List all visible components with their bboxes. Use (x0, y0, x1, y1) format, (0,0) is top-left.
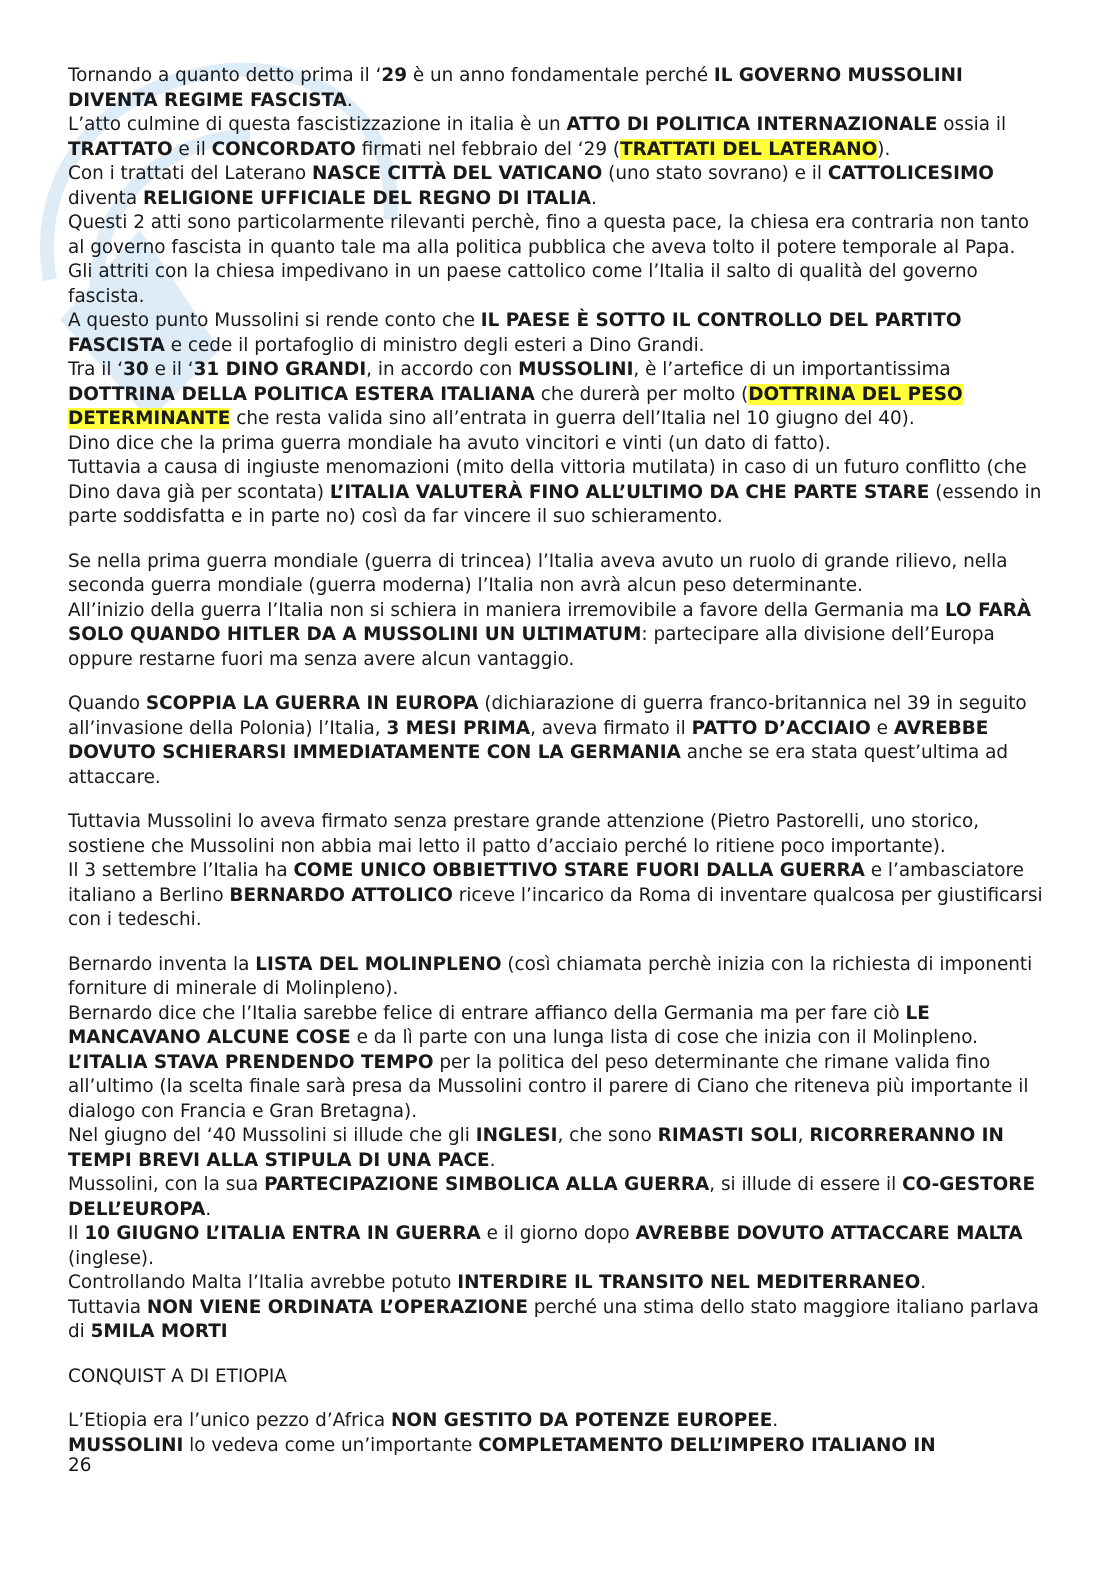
paragraph: Il 10 GIUGNO L’ITALIA ENTRA IN GUERRA e il giorno dopo AVREBBE DOVUTO ATTACCARE MALTA (inglese). (68, 1223, 1023, 1269)
paragraph: Il 3 settembre l’Italia ha COME UNICO OBBIETTIVO STARE FUORI DALLA GUERRA e l’ambasciatore italiano a Berlino BERNARDO ATTOLICO riceve l’incarico da Roma di inventare qualcosa per giustificarsi con i tedeschi. (68, 860, 1043, 930)
highlight: DOTTRINA DEL PESO DETERMINANTE (68, 383, 963, 429)
paragraph: Tra il ‘30 e il ‘31 DINO GRANDI, in accordo con MUSSOLINI, è l’artefice di un importantissima DOTTRINA DELLA POLITICA ESTERA ITALIANA che durerà per molto (DOTTRINA DEL PESO DETERMINANTE che resta valida sino all’entrata in guerra dell’Italia nel 10 giugno del 40). (68, 359, 963, 429)
paragraph: Mussolini, con la sua PARTECIPAZIONE SIMBOLICA ALLA GUERRA, si illude di essere il CO-GESTORE DELL’EUROPA. (68, 1174, 1036, 1220)
paragraph: A questo punto Mussolini si rende conto che IL PAESE È SOTTO IL CONTROLLO DEL PARTITO FASCISTA e cede il portafoglio di ministro degli esteri a Dino Grandi. (68, 310, 962, 356)
paragraph: MUSSOLINI lo vedeva come un’importante COMPLETAMENTO DELL’IMPERO ITALIANO IN (68, 1434, 936, 1456)
paragraph: Dino dice che la prima guerra mondiale ha avuto vincitori e vinti (un dato di fatto). (68, 432, 831, 454)
paragraph: Tuttavia Mussolini lo aveva firmato senza prestare grande attenzione (Pietro Pastorelli, uno storico, sostiene che Mussolini non abbia mai letto il patto d’acciaio perché lo ritiene poco importante). (68, 811, 980, 857)
page-number: 26 (68, 1455, 92, 1476)
paragraph: L’ITALIA STAVA PRENDENDO TEMPO per la politica del peso determinante che rimane valida fino all’ultimo (la scelta finale sarà presa da Mussolini contro il parere di Ciano che riteneva più importante il dialogo con Francia e Gran Bretagna). (68, 1051, 1029, 1122)
paragraph: Gli attriti con la chiesa impedivano in un paese cattolico come l’Italia il salto di qualità del governo fascista. (68, 261, 978, 307)
paragraph: Bernardo inventa la LISTA DEL MOLINPLENO (così chiamata perchè inizia con la richiesta di imponenti forniture di minerale di Molinpleno). (68, 953, 1033, 999)
paragraph: Nel giugno del ‘40 Mussolini si illude che gli INGLESI, che sono RIMASTI SOLI, RICORRERANNO IN TEMPI BREVI ALLA STIPULA DI UNA PACE. (68, 1125, 1004, 1171)
paragraph: Tuttavia NON VIENE ORDINATA L’OPERAZIONE perché una stima dello stato maggiore italiano parlava di 5MILA MORTI (68, 1296, 1039, 1342)
paragraph: All’inizio della guerra l’Italia non si schiera in maniera irremovibile a favore della Germania ma LO FARÀ SOLO QUANDO HITLER DA A MUSSOLINI UN ULTIMATUM: partecipare alla divisione dell’Europa oppure restarne fuori ma senza avere alcun vantaggio. (68, 599, 1032, 670)
paragraph: Tuttavia a causa di ingiuste menomazioni (mito della vittoria mutilata) in caso di un futuro conflitto (che Dino dava già per scontata) L’ITALIA VALUTERÀ FINO ALL’ULTIMO DA CHE PARTE STARE (essendo in parte soddisfatta e in parte no) così da far vincere il suo schieramento. (68, 457, 1042, 527)
paragraph: Questi 2 atti sono particolarmente rilevanti perchè, fino a questa pace, la chiesa era contraria non tanto al governo fascista in quanto tale ma alla politica pubblica che aveva tolto il potere temporale al Papa. (68, 212, 1030, 258)
paragraph: Quando SCOPPIA LA GUERRA IN EUROPA (dichiarazione di guerra franco-britannica nel 39 in seguito all’invasione della Polonia) l’Italia, 3 MESI PRIMA, aveva firmato il PATTO D’ACCIAIO e AVREBBE DOVUTO SCHIERARSI IMMEDIATAMENTE CON LA GERMANIA anche se era stata quest’ultima ad attaccare. (68, 693, 1027, 788)
paragraph: L’atto culmine di questa fascistizzazione in italia è un ATTO DI POLITICA INTERNAZIONALE ossia il TRATTATO e il CONCORDATO firmati nel febbraio del ‘29 (TRATTATI DEL LATERANO). (68, 114, 1007, 160)
document-body (68, 64, 1048, 1458)
paragraph: Con i trattati del Laterano NASCE CITTÀ DEL VATICANO (uno stato sovrano) e il CATTOLICESIMO diventa RELIGIONE UFFICIALE DEL REGNO DI ITALIA. (68, 163, 994, 209)
paragraph: Bernardo dice che l’Italia sarebbe felice di entrare affianco della Germania ma per fare ciò LE MANCAVANO ALCUNE COSE e da lì parte con una lunga lista di cose che inizia con il Molinpleno. (68, 1002, 978, 1048)
paragraph: Controllando Malta l’Italia avrebbe potuto INTERDIRE IL TRANSITO NEL MEDITERRANEO. (68, 1272, 927, 1293)
highlight: TRATTATI DEL LATERANO (620, 138, 878, 160)
section-heading: CONQUIST A DI ETIOPIA (68, 1365, 287, 1387)
paragraph: Tornando a quanto detto prima il ‘29 è un anno fondamentale perché IL GOVERNO MUSSOLINI DIVENTA REGIME FASCISTA. (68, 65, 963, 111)
paragraph: Se nella prima guerra mondiale (guerra di trincea) l’Italia aveva avuto un ruolo di grande rilievo, nella seconda guerra mondiale (guerra moderna) l’Italia non avrà alcun peso determinante. (68, 550, 1008, 596)
paragraph: L’Etiopia era l’unico pezzo d’Africa NON GESTITO DA POTENZE EUROPEE. (68, 1410, 779, 1431)
